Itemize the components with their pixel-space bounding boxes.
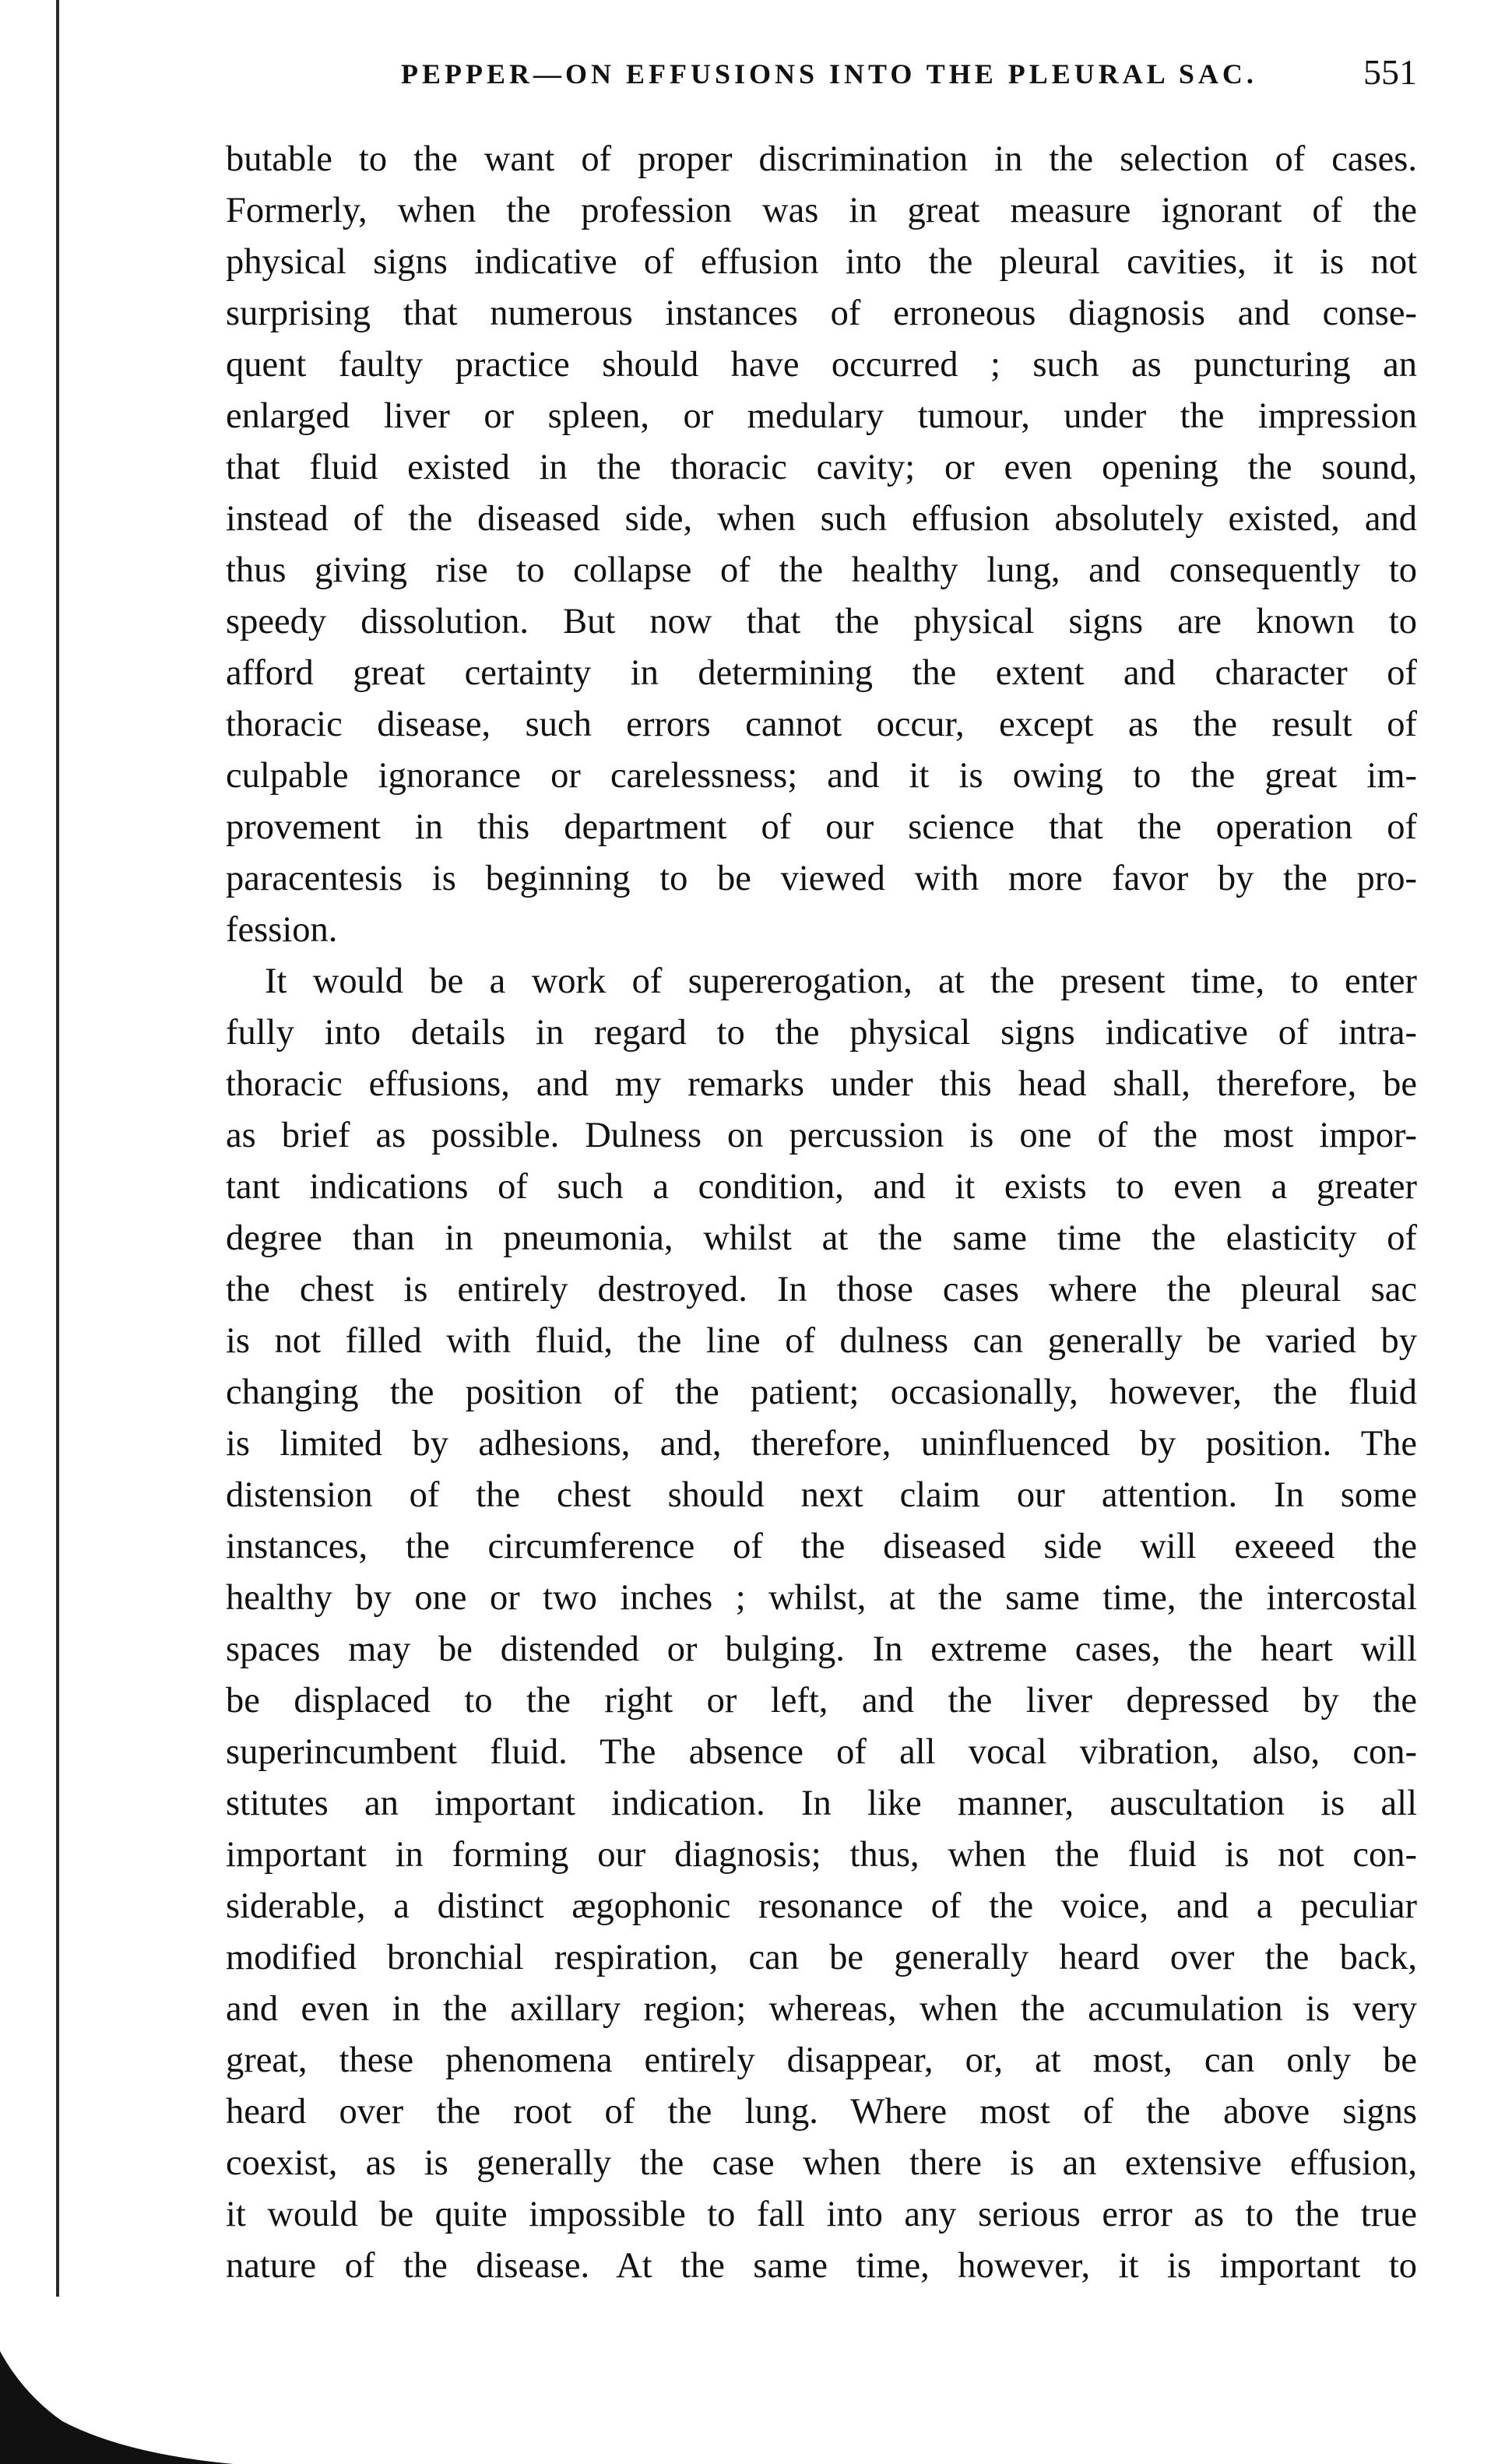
text-line: quent faulty practice should have occurred ; such as puncturing an [226,345,1417,385]
text-line: butable to the want of proper discrimination in the selection of cases. [226,139,1417,179]
text-line: It would be a work of supererogation, at the present time, to enter [265,961,1417,1001]
text-line: tant indications of such a condition, and it exists to even a greater [226,1167,1417,1207]
text-line: healthy by one or two inches ; whilst, at the same time, the intercostal [226,1578,1417,1618]
text-line: thoracic disease, such errors cannot occur, except as the result of [226,705,1417,744]
text-line: modified bronchial respiration, can be generally heard over the back, [226,1938,1417,1977]
text-line: paracentesis is beginning to be viewed with more favor by the pro- [226,859,1417,898]
page-corner-shadow [0,2320,234,2464]
text-line: thoracic effusions, and my remarks under this head shall, therefore, be [226,1064,1417,1104]
page-number: 551 [1363,52,1417,92]
text-line: that fluid existed in the thoracic cavity; or even opening the sound, [226,448,1417,487]
text-line: fession. [226,910,338,950]
text-line: thus giving rise to collapse of the healthy lung, and consequently to [226,550,1417,590]
text-line: the chest is entirely destroyed. In those cases where the pleural sac [226,1270,1417,1309]
text-line: spaces may be distended or bulging. In extreme cases, the heart will [226,1629,1417,1669]
text-line: changing the position of the patient; occasionally, however, the fluid [226,1373,1417,1412]
text-line: nature of the disease. At the same time, however, it is important to [226,2246,1417,2286]
text-line: fully into details in regard to the physical signs indicative of intra- [226,1013,1417,1053]
text-line: siderable, a distinct ægophonic resonance of the voice, and a peculiar [226,1886,1417,1926]
text-line: important in forming our diagnosis; thus, when the fluid is not con- [226,1835,1417,1875]
text-line: culpable ignorance or carelessness; and it is owing to the great im- [226,756,1417,796]
text-line: great, these phenomena entirely disappear, or, at most, can only be [226,2040,1417,2080]
text-line: stitutes an important indication. In like manner, auscultation is all [226,1784,1417,1823]
text-line: surprising that numerous instances of erroneous diagnosis and conse- [226,294,1417,333]
running-head [226,51,1417,106]
running-title: PEPPER—ON EFFUSIONS INTO THE PLEURAL SAC. [401,58,1257,90]
text-line: be displaced to the right or left, and the liver depressed by the [226,1681,1417,1721]
text-line: distension of the chest should next claim our attention. In some [226,1475,1417,1515]
text-line: provement in this department of our science that the operation of [226,807,1417,847]
text-line: degree than in pneumonia, whilst at the same time the elasticity of [226,1218,1417,1258]
text-line: is limited by adhesions, and, therefore, uninfluenced by position. The [226,1424,1417,1464]
text-line: instances, the circumference of the diseased side will exeeed the [226,1527,1417,1566]
text-line: afford great certainty in determining the extent and character of [226,653,1417,693]
page-edge-line [56,0,59,2297]
text-line: it would be quite impossible to fall into any serious error as to the true [226,2195,1417,2234]
text-line: and even in the axillary region; whereas, when the accumulation is very [226,1989,1417,2029]
text-line: superincumbent fluid. The absence of all vocal vibration, also, con- [226,1732,1417,1772]
text-line: Formerly, when the profession was in great measure ignorant of the [226,191,1417,230]
text-line: physical signs indicative of effusion into the pleural cavities, it is not [226,242,1417,282]
text-line: is not filled with fluid, the line of dulness can generally be varied by [226,1321,1417,1361]
text-line: instead of the diseased side, when such effusion absolutely existed, and [226,499,1417,539]
text-line: as brief as possible. Dulness on percussion is one of the most impor- [226,1116,1417,1155]
text-line: coexist, as is generally the case when there is an extensive effusion, [226,2143,1417,2183]
text-line: heard over the root of the lung. Where most of the above signs [226,2092,1417,2132]
text-line: enlarged liver or spleen, or medulary tumour, under the impression [226,396,1417,436]
text-line: speedy dissolution. But now that the physical signs are known to [226,602,1417,641]
